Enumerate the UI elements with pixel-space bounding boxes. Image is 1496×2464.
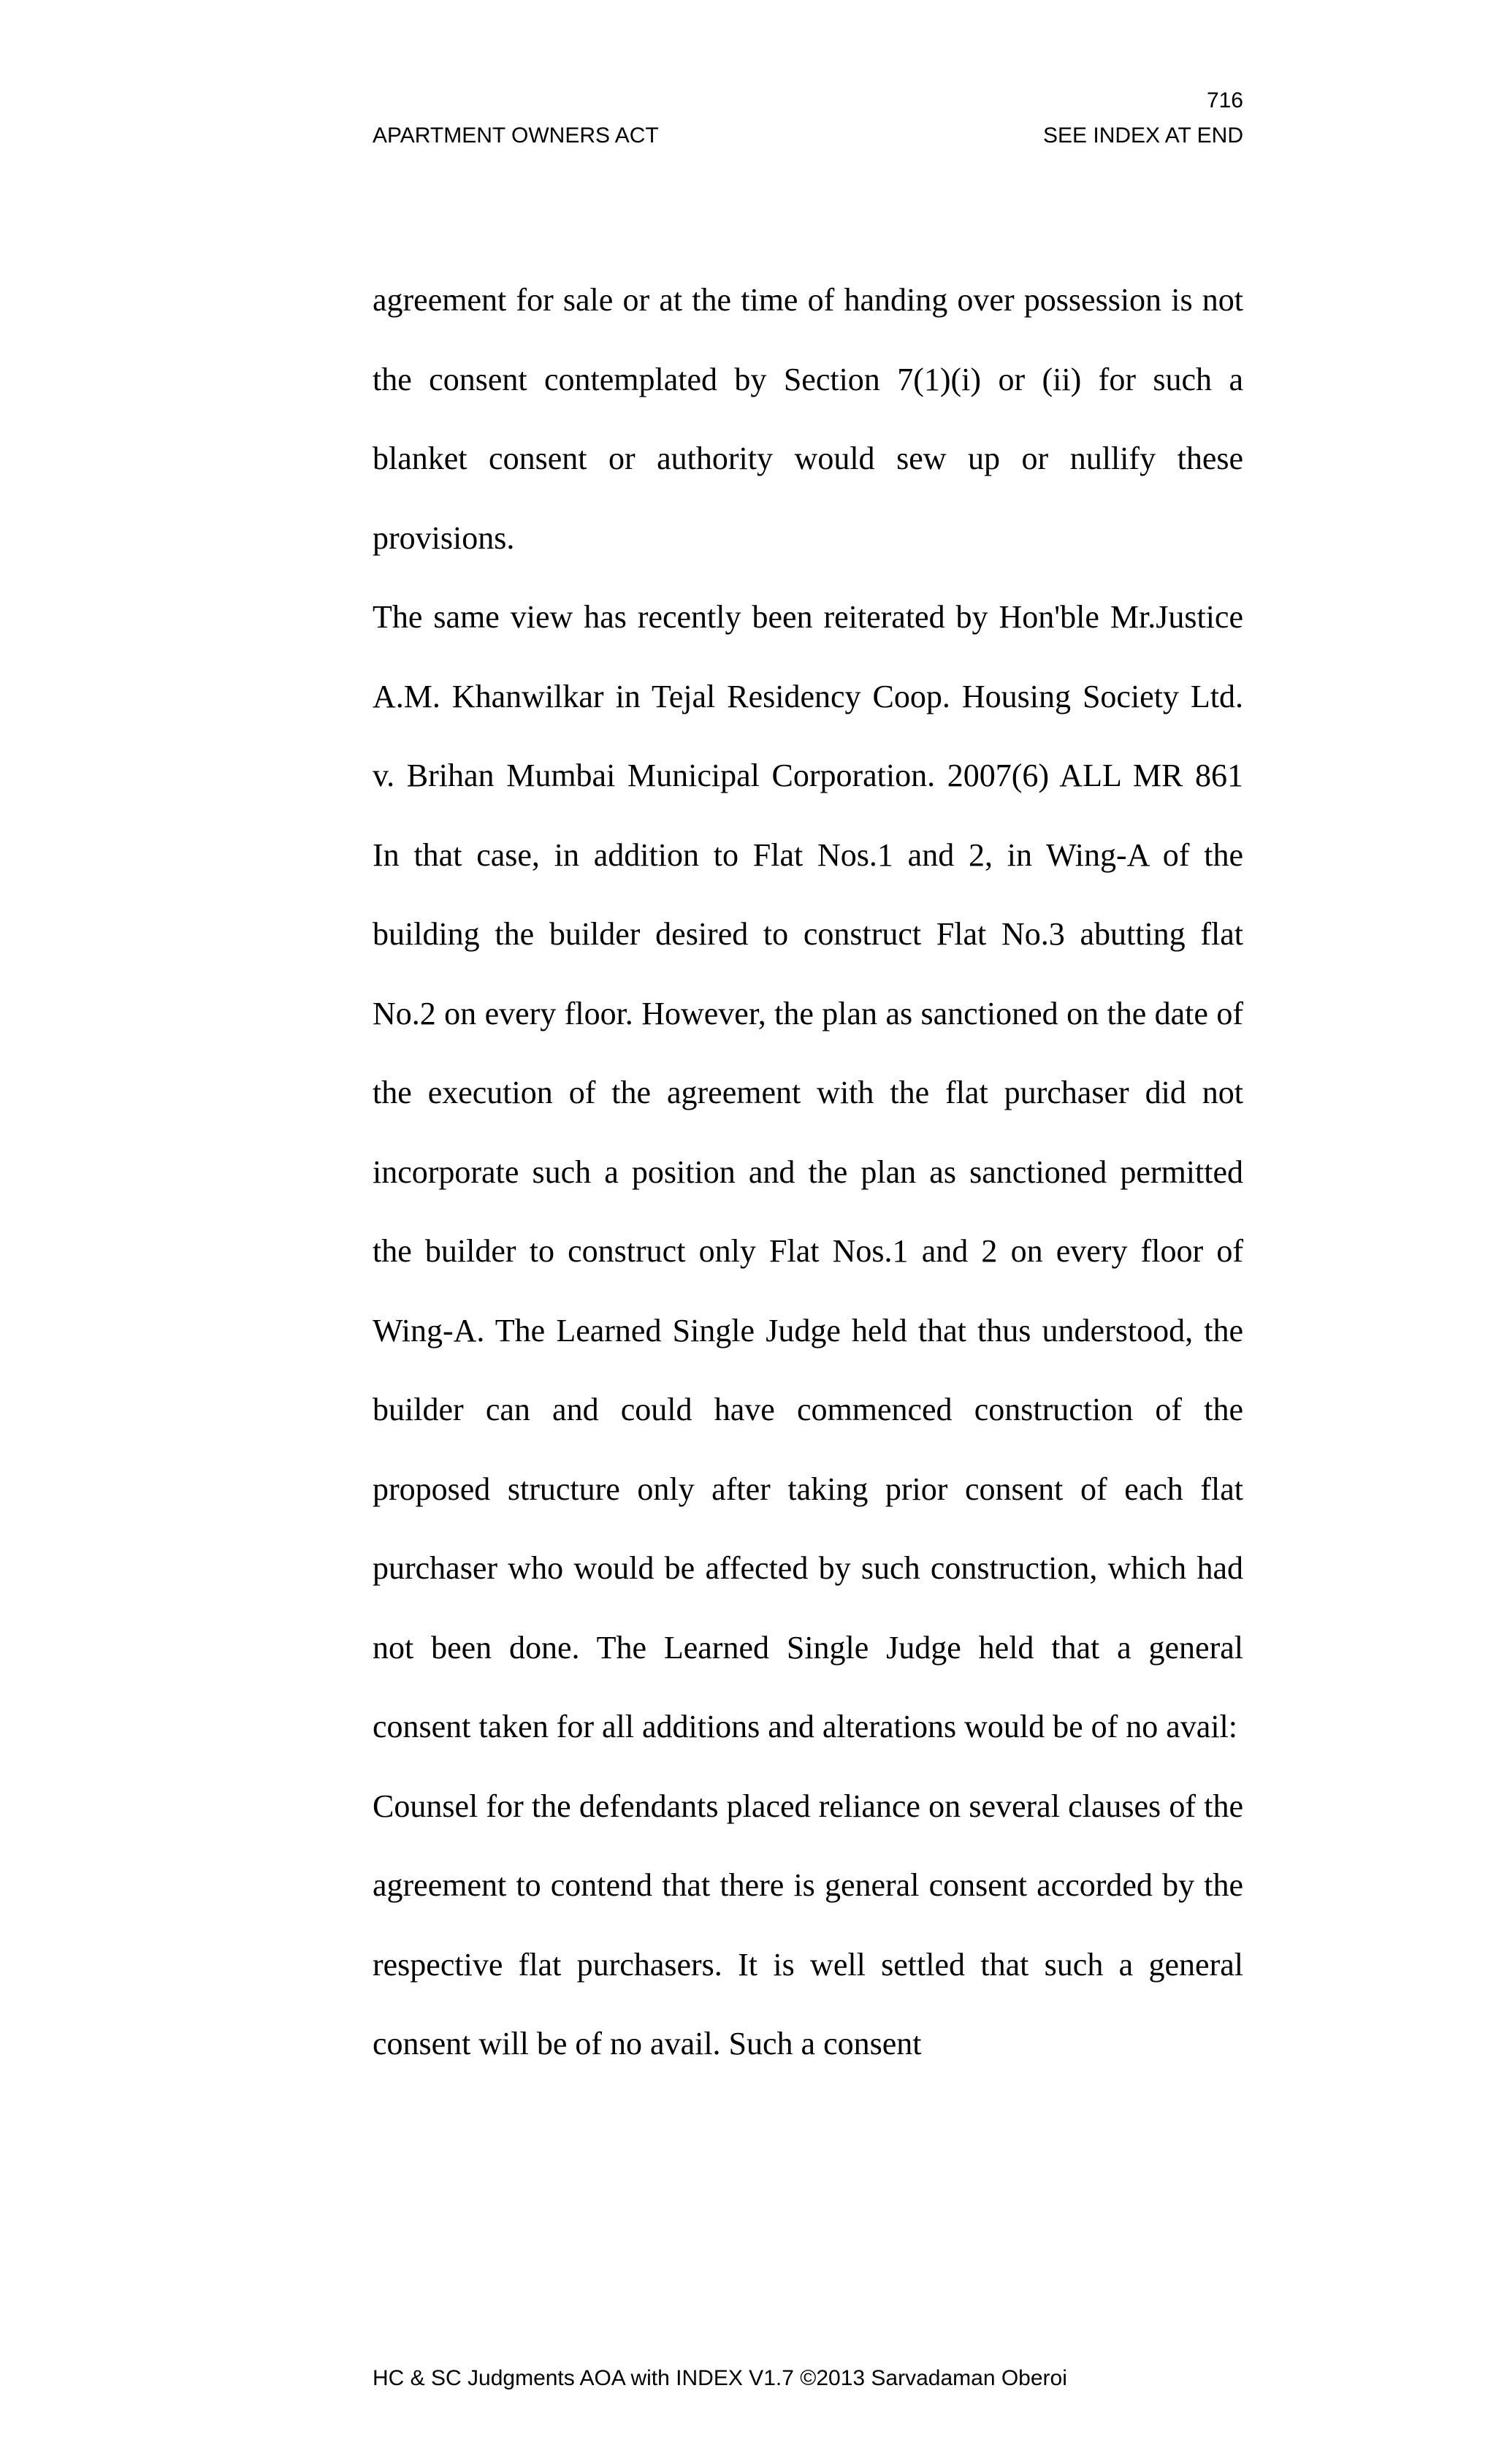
running-header-title: APARTMENT OWNERS ACT (373, 123, 659, 148)
paragraph-2: The same view has recently been reiterated by Hon'ble Mr.Justice A.M. Khanwilkar in Tejal Residency Coop. Housing Society Ltd. v. Brihan Mumbai Municipal Corporation. 2007(6) ALL MR 861 In that case, in addition to Flat Nos.1 and 2, in Wing-A of the building the builder desired to construct Flat No.3 abutting flat No.2 on every floor. However, the plan as sanctioned on the date of the execution of the agreement with the flat purchaser did not incorporate such a position and the plan as sanctioned permitted the builder to construct only Flat Nos.1 and 2 on every floor of Wing-A. The Learned Single Judge held that thus understood, the builder can and could have commenced construction of the proposed structure only after taking prior consent of each flat purchaser who would be affected by such construction, which had not been done. The Learned Single Judge held that a general consent taken for all additions and alterations would be of no avail: (373, 599, 1243, 1744)
paragraph-1: agreement for sale or at the time of handing over possession is not the consent contemplated by Section 7(1)(i) or (ii) for such a blanket consent or authority would sew up or nullify these provisions. (373, 282, 1243, 556)
paragraph-3: Counsel for the defendants placed reliance on several clauses of the agreement to contend that there is general consent accorded by the respective flat purchasers. It is well settled that such a general consent will be of no avail. Such a consent (373, 1788, 1243, 2061)
document-body (373, 261, 1243, 2084)
page-footer: HC & SC Judgments AOA with INDEX V1.7 ©2013 Sarvadaman Oberoi (373, 2366, 1067, 2390)
running-header-index-note: SEE INDEX AT END (1043, 123, 1243, 148)
page-number: 716 (1206, 88, 1243, 112)
